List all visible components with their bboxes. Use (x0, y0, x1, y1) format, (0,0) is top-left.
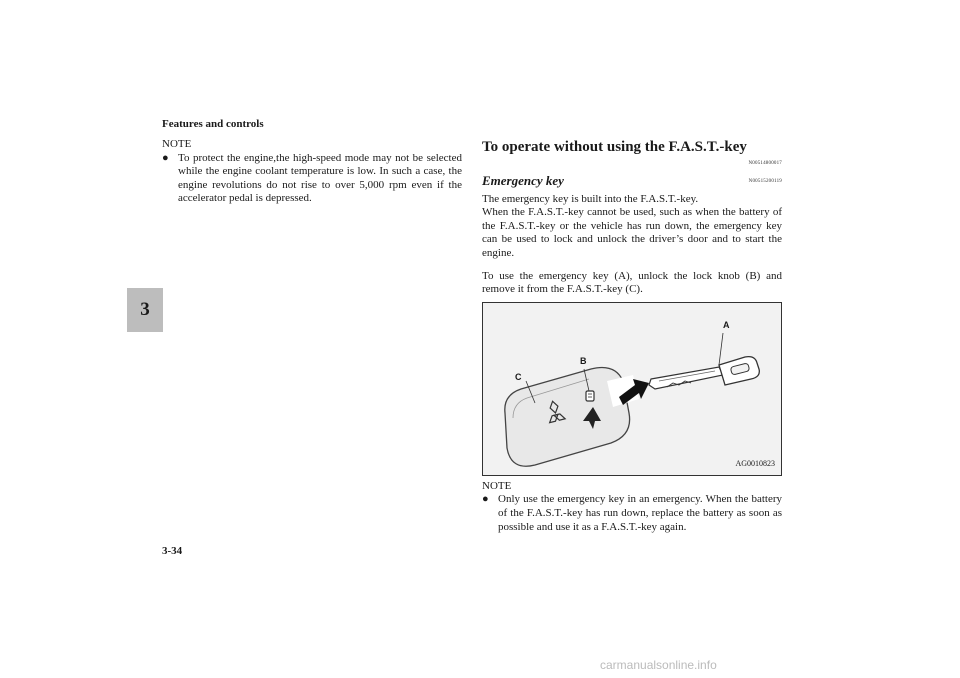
page-header-title: Features and controls (162, 118, 264, 130)
page-number: 3-34 (162, 545, 183, 557)
note-label-right: NOTE (482, 479, 512, 492)
figure-label-b: B (580, 355, 587, 366)
paragraph-usage: When the F.A.S.T.-key cannot be used, such as when the battery of the F.A.S.T.-key or the vehicle has run down, the emergency key can be used to lock and unlock the driver’s door and to start the engine. (482, 206, 782, 259)
paragraph-intro: The emergency key is built into the F.A.S.T.-key. (482, 192, 699, 205)
watermark: carmanualsonline.info (600, 658, 717, 672)
key-illustration (483, 303, 781, 475)
section-code: N00514800017 (748, 161, 782, 166)
note-bullet-item-right (482, 493, 782, 534)
section-title: To operate without using the F.A.S.T.-key (482, 139, 747, 155)
left-column (162, 138, 462, 206)
figure-label-c: C (515, 371, 522, 382)
figure-label-a: A (723, 319, 730, 330)
bullet-dot-icon: ● (482, 493, 489, 506)
paragraph-instructions: To use the emergency key (A), unlock the lock knob (B) and remove it from the F.A.S.T.-key (C). (482, 269, 782, 296)
note-bullet-text: To protect the engine,the high-speed mode may not be selected while the engine coolant temperature is low. In such a case, the engine revolutions do not rise to over 5,000 rpm even if the accelerator pedal is depressed. (178, 151, 462, 205)
subsection-code: N00515200119 (748, 179, 782, 184)
note-bullet-item (162, 152, 462, 206)
subsection-title: Emergency key (482, 172, 564, 188)
figure-code: AG0010823 (735, 459, 775, 469)
emergency-key-figure (482, 302, 782, 476)
chapter-number: 3 (140, 299, 150, 320)
chapter-tab (127, 288, 163, 332)
note-bullet-text-right: Only use the emergency key in an emergency. When the battery of the F.A.S.T.-key has run down, replace the battery as soon as possible and use it as a F.A.S.T.-key again. (498, 493, 782, 533)
bullet-dot-icon: ● (162, 151, 169, 164)
note-label: NOTE (162, 138, 192, 150)
right-column (482, 138, 782, 534)
